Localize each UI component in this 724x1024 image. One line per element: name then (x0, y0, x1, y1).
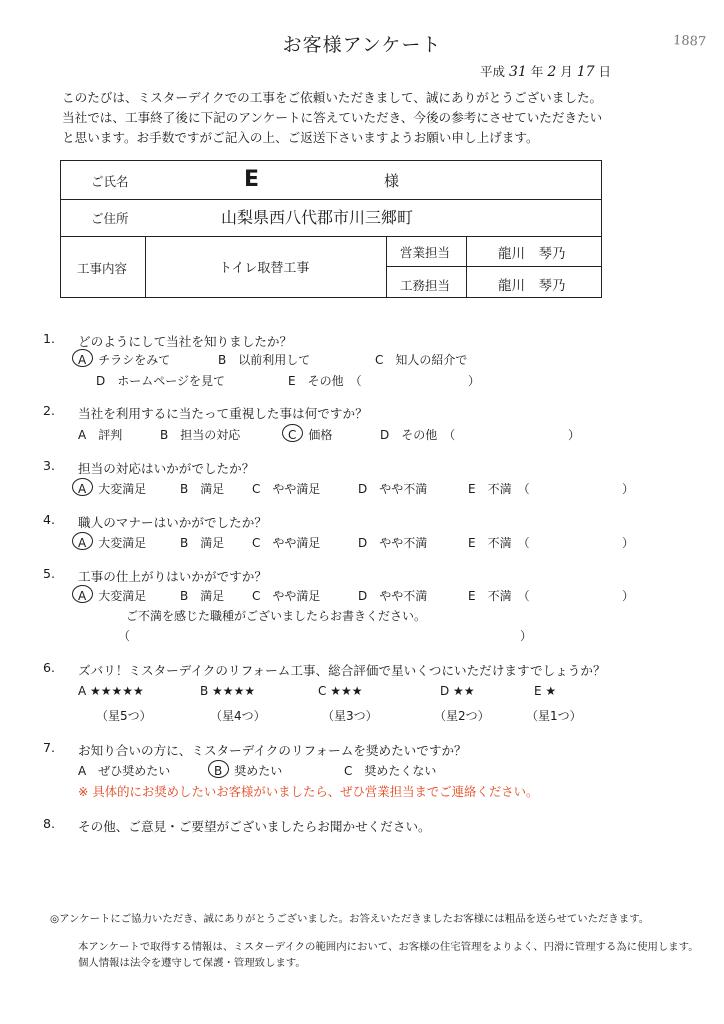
question-5-text: 工事の仕上がりはいかがですか？ (78, 569, 267, 584)
answer-circle-q4 (72, 532, 93, 550)
answer-circle-q3 (72, 478, 93, 496)
q4-option-a: A 大変満足 (78, 536, 147, 550)
q6-rating-a: A ★★★★★ (78, 684, 144, 698)
question-2-text: 当社を利用するに当たって重視した事は何ですか？ (78, 406, 368, 421)
q4-option-e: E 不満 （ (468, 536, 530, 550)
q6-rating-b: B ★★★★ (200, 684, 256, 698)
q5-paren-close: ） (622, 589, 635, 603)
sales-label: 営業担当 (400, 245, 451, 260)
q3-option-c: C やや満足 (252, 482, 321, 496)
address-row (61, 199, 601, 237)
intro-line: 当社では、工事終了後に下記のアンケートに答えていただき、今後の参考にさせていただきたい (62, 110, 603, 125)
divider (145, 236, 146, 297)
q1-paren-close: ） (468, 374, 481, 388)
q6-label-b: （星4つ） (210, 709, 266, 723)
q1-option-c: C 知人の紹介で (375, 353, 468, 367)
date-era: 平成 (480, 64, 506, 79)
q2-paren-close: ） (568, 428, 581, 442)
q5-sub-instruction: ご不満を感じた職種がございましたらお書きください。 (126, 609, 427, 623)
customer-info-table (60, 160, 602, 298)
q3-option-b: B 満足 (180, 482, 225, 496)
question-3-text: 担当の対応はいかがでしたか？ (78, 461, 255, 476)
name-value: E (244, 167, 260, 192)
intro-line: このたびは、ミスターデイクでの工事をご依頼いただきまして、誠にありがとうございました。 (62, 90, 603, 105)
q4-option-b: B 満足 (180, 536, 225, 550)
name-suffix: 様 (384, 172, 400, 190)
question-6-text: ズバリ！ミスターデイクのリフォーム工事、総合評価で星いくつにいただけますでしょうか？ (78, 663, 606, 678)
document-number-stamp: 1887 (672, 33, 707, 50)
engineer-value: 龍川 琴乃 (498, 278, 566, 294)
work-value: トイレ取替工事 (219, 261, 310, 276)
engineer-label: 工務担当 (400, 278, 451, 293)
q1-option-e: E その他 （ (288, 374, 362, 388)
q2-option-c: C 価格 (288, 428, 333, 442)
q5-sub-paren-close: ） (520, 629, 533, 643)
q6-label-d: （星2つ） (434, 709, 490, 723)
question-2-number: 2. (43, 403, 56, 418)
q6-label-e: （星1つ） (526, 709, 582, 723)
q5-option-d: D やや不満 (358, 589, 428, 603)
page-title: お客様アンケート (282, 34, 442, 56)
date-month: 2 (547, 64, 557, 80)
q1-option-a: A チラシをみて (78, 353, 171, 367)
question-3-number: 3. (43, 458, 56, 473)
question-8-number: 8. (43, 816, 56, 831)
q6-rating-e: E ★ (534, 684, 557, 698)
date-year-unit: 年 (530, 64, 544, 79)
q6-rating-d: D ★★ (440, 684, 475, 698)
q6-label-c: （星3つ） (322, 709, 378, 723)
sales-value: 龍川 琴乃 (498, 246, 566, 262)
work-row (61, 236, 601, 297)
address-label: ご住所 (91, 211, 129, 226)
q3-option-d: D やや不満 (358, 482, 428, 496)
q7-note: ※ 具体的にお奨めしたいお客様がいましたら、ぜひ営業担当までご連絡ください。 (78, 784, 539, 799)
q3-option-a: A 大変満足 (78, 482, 147, 496)
q1-option-d: D ホームページを見て (96, 374, 226, 388)
work-label: 工事内容 (77, 261, 128, 276)
q5-option-e: E 不満 （ (468, 589, 530, 603)
q4-paren-close: ） (622, 536, 635, 550)
q5-sub-paren-open: （ (118, 629, 131, 643)
date-day-unit: 日 (598, 64, 612, 79)
date-year: 31 (509, 64, 527, 80)
q7-option-b: B 奨めたい (214, 764, 283, 778)
q4-option-c: C やや満足 (252, 536, 321, 550)
question-4-number: 4. (43, 512, 56, 527)
q5-option-c: C やや満足 (252, 589, 321, 603)
intro-text (62, 88, 602, 148)
date-day: 17 (576, 64, 595, 80)
answer-circle-q1 (72, 349, 93, 367)
divider (386, 266, 601, 267)
q2-option-d: D その他 （ (380, 428, 456, 442)
address-value: 山梨県西八代郡市川三郷町 (221, 208, 414, 227)
question-5-number: 5. (43, 566, 56, 581)
q1-option-b: B 以前利用して (218, 353, 311, 367)
date-month-unit: 月 (560, 64, 573, 79)
q3-option-e: E 不満 （ (468, 482, 530, 496)
footer-thanks: ◎アンケートにご協力いただき、誠にありがとうございました。お答えいただきましたお客様には粗品を送らせていただきます。 (50, 913, 650, 925)
q4-option-d: D やや不満 (358, 536, 428, 550)
q5-option-a: A 大変満足 (78, 589, 147, 603)
question-8-text: その他、ご意見・ご要望がございましたらお聞かせください。 (78, 819, 431, 834)
name-label: ご氏名 (91, 174, 129, 189)
q3-paren-close: ） (622, 482, 635, 496)
q6-rating-c: C ★★★ (318, 684, 363, 698)
q2-option-b: B 担当の対応 (160, 428, 241, 442)
question-1-number: 1. (43, 331, 56, 346)
footer-privacy-line-1: 本アンケートで取得する情報は、ミスターデイクの範囲内において、お客様の住宅管理をよりよく、円滑に管理する為に使用します。 (78, 941, 699, 953)
q7-option-a: A ぜひ奨めたい (78, 764, 171, 778)
intro-line: と思います。お手数ですがご記入の上、ご返送下さいますようお願い申し上げます。 (62, 130, 539, 145)
footer-privacy-line-2: 個人情報は法令を遵守して保護・管理致します。 (78, 957, 306, 969)
q2-option-a: A 評判 (78, 428, 123, 442)
question-6-number: 6. (43, 660, 56, 675)
q5-option-b: B 満足 (180, 589, 225, 603)
q7-option-c: C 奨めたくない (344, 764, 437, 778)
question-1-text: どのようにして当社を知りましたか？ (78, 334, 293, 349)
question-7-text: お知り合いの方に、ミスターデイクのリフォームを奨めたいですか？ (78, 743, 467, 758)
answer-circle-q7 (208, 760, 229, 778)
answer-circle-q2 (282, 424, 303, 442)
q6-label-a: （星5つ） (96, 709, 152, 723)
question-7-number: 7. (43, 740, 56, 755)
name-row (61, 161, 601, 200)
answer-circle-q5 (72, 585, 93, 603)
question-4-text: 職人のマナーはいかがでしたか？ (78, 515, 267, 530)
survey-date (480, 62, 611, 80)
